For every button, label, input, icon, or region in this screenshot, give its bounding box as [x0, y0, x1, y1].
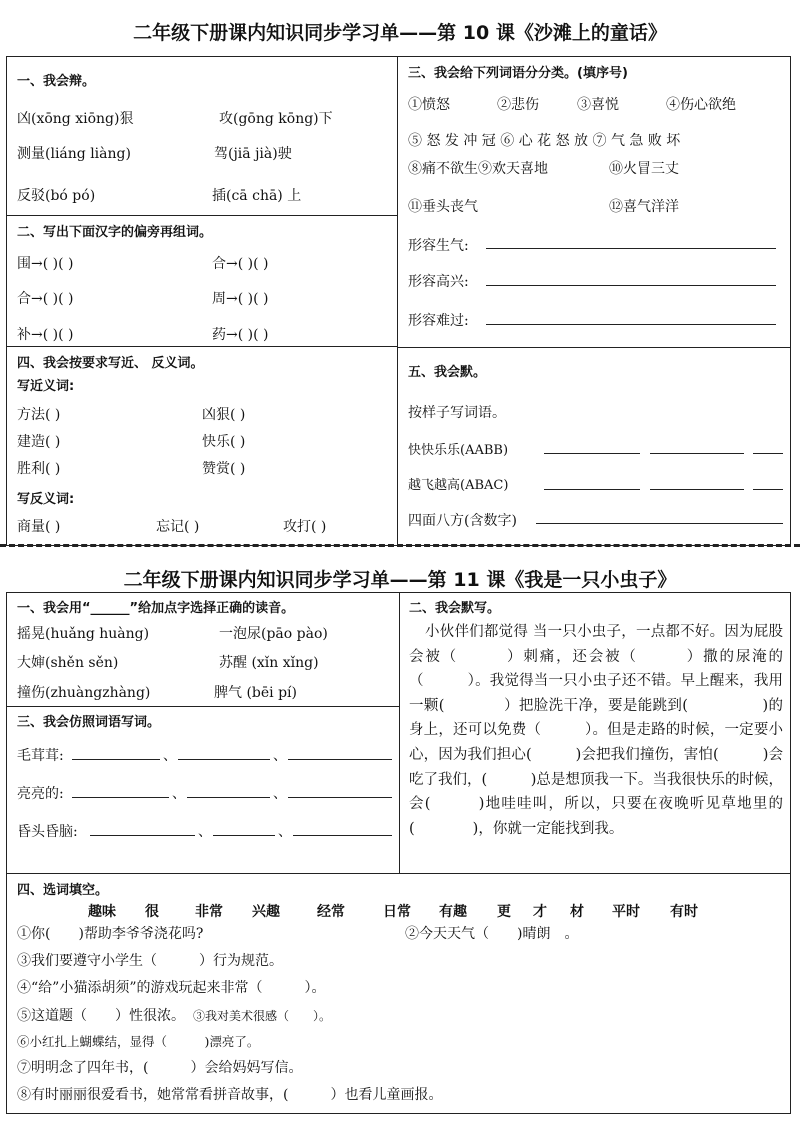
- word-bank-item: 有趣: [439, 904, 467, 920]
- l11-s1-heading: 一、我会用“______”给加点字选择正确的读音。: [17, 601, 295, 616]
- l11-s4-question: ③我们要遵守小学生（ ）行为规范。: [17, 953, 283, 969]
- word-bank-item: 兴趣: [252, 904, 280, 920]
- l11-s1-item: 苏醒 (xǐn xǐng): [219, 655, 319, 671]
- l10-s2-item: 周→( )( ): [212, 291, 269, 307]
- l10-s1-item: 驾(jiā jià)驶: [214, 146, 292, 162]
- l11-s1-item: 摇晃(huǎng huàng): [17, 626, 150, 642]
- separator: 、: [198, 824, 212, 840]
- l10-s1-heading: 一、我会辩。: [17, 74, 96, 89]
- l11-s1-item: 撞伤(zhuàngzhàng): [17, 685, 151, 701]
- l10-s3-item: ⑫喜气洋洋: [609, 199, 679, 215]
- l10-s1-item: 凶(xōng xiōng)狠: [17, 111, 134, 127]
- l10-s4-item: 方法( ): [17, 407, 61, 423]
- l10-s5-item: 快快乐乐(AABB): [408, 443, 509, 458]
- l11-s4-question: ①你( )帮助李爷爷浇花吗?: [17, 926, 204, 942]
- l10-s4-item: 快乐( ): [202, 434, 246, 450]
- separator: 、: [273, 748, 287, 764]
- l10-s2-heading: 二、写出下面汉字的偏旁再组词。: [17, 225, 213, 240]
- cut-line: [0, 544, 800, 547]
- l10-s4-item: 胜利( ): [17, 461, 61, 477]
- l10-s3-item: ③喜悦: [577, 97, 619, 113]
- word-bank-item: 更: [497, 904, 511, 920]
- l10-s1-item: 攻(gōng kōng)下: [219, 111, 333, 127]
- l11-s4-question: ⑧有时丽丽很爱看书，她常常看拼音故事，( ）也看儿童画报。: [17, 1087, 443, 1103]
- l10-s4-item: 商量( ): [17, 519, 61, 535]
- separator: 、: [163, 748, 177, 764]
- answer-line[interactable]: [72, 797, 169, 798]
- l10-s3-item: ②悲伤: [497, 97, 539, 113]
- l10-s3-item: ①愤怒: [408, 97, 450, 113]
- answer-line[interactable]: [486, 248, 776, 249]
- l10-s4-sub-opp: 写反义词:: [17, 492, 75, 507]
- separator: 、: [172, 786, 186, 802]
- l11-s4-question: ⑥小红扎上蝴蝶结，显得（ )漂亮了。: [17, 1034, 260, 1049]
- word-bank-item: 日常: [383, 904, 411, 920]
- separator: 、: [278, 824, 292, 840]
- l11-section3: [6, 706, 400, 874]
- l11-s1-item: 大婶(shěn sěn): [17, 655, 119, 671]
- l10-s4-item: 凶狠( ): [202, 407, 246, 423]
- word-bank-item: 才: [533, 904, 547, 920]
- answer-line[interactable]: [536, 523, 783, 524]
- word-bank-item: 很: [145, 904, 159, 920]
- l10-s5-item: 越飞越高(ABAC): [408, 478, 509, 493]
- answer-line[interactable]: [753, 489, 783, 490]
- answer-line[interactable]: [90, 835, 195, 836]
- word-bank-item: 有时: [670, 904, 698, 920]
- l11-s3-heading: 三、我会仿照词语写词。: [17, 715, 161, 730]
- l11-s1-item: 一泡尿(pāo pào): [219, 626, 328, 642]
- answer-line[interactable]: [544, 489, 640, 490]
- l10-s3-item: ⑤ 怒 发 冲 冠 ⑥ 心 花 怒 放 ⑦ 气 急 败 坏: [408, 133, 681, 149]
- l10-s5-heading: 五、我会默。: [408, 365, 487, 380]
- answer-line[interactable]: [187, 797, 270, 798]
- answer-line[interactable]: [72, 759, 160, 760]
- l10-s4-sub-near: 写近义词:: [17, 379, 75, 394]
- word-bank-item: 材: [570, 904, 584, 920]
- answer-line[interactable]: [288, 797, 392, 798]
- l10-s1-item: 测量(liáng liàng): [17, 146, 131, 162]
- answer-line[interactable]: [650, 489, 744, 490]
- answer-line[interactable]: [213, 835, 275, 836]
- l10-s2-item: 药→( )( ): [212, 327, 269, 343]
- l10-s1-item: 反驳(bó pó): [17, 188, 96, 204]
- l10-s5-item: 四面八方(含数字): [408, 513, 517, 529]
- l11-s4-question: ⑦明明念了四年书，( ）会给妈妈写信。: [17, 1060, 303, 1076]
- answer-line[interactable]: [288, 759, 392, 760]
- l11-s2-heading: 二、我会默写。: [409, 601, 501, 616]
- l11-s4-question: ⑤这道题（ ）性很浓。: [17, 1008, 185, 1024]
- l11-s4-question: ④“给”小猫添胡须”的游戏玩起来非常（ ）。: [17, 980, 326, 996]
- l10-s3-label: 形容难过:: [408, 313, 469, 329]
- l10-s2-item: 合→( )( ): [17, 291, 74, 307]
- l10-s3-label: 形容生气:: [408, 238, 469, 254]
- answer-line[interactable]: [486, 324, 776, 325]
- answer-line[interactable]: [753, 453, 783, 454]
- answer-line[interactable]: [650, 453, 744, 454]
- l10-s4-item: 赞赏( ): [202, 461, 246, 477]
- l11-s4-question: ③我对美术很感（ ）。: [193, 1009, 332, 1023]
- l11-s3-item: 毛茸茸:: [17, 748, 64, 764]
- l10-s3-item: ⑩火冒三丈: [609, 161, 679, 177]
- answer-line[interactable]: [178, 759, 270, 760]
- answer-line[interactable]: [544, 453, 640, 454]
- word-bank-item: 经常: [317, 904, 345, 920]
- answer-line[interactable]: [486, 285, 776, 286]
- l10-s2-item: 合→( )( ): [212, 256, 269, 272]
- l10-s4-item: 忘记( ): [156, 519, 200, 535]
- l10-s3-item: ⑧痛不欲生⑨欢天喜地: [408, 161, 548, 177]
- word-bank: [88, 901, 698, 921]
- separator: 、: [273, 786, 287, 802]
- l11-s1-item: 脾气 (bēi pí): [214, 685, 297, 701]
- l10-s5-sub: 按样子写词语。: [408, 405, 506, 421]
- l11-s2-passage: 小伙伴们都觉得 当一只小虫子，一点都不好。因为屁股会被（ ）刺痛，还会被（ ）撒的尿淹的（ ）。我觉得当一只小虫子还不错。早上醒来，我用一颗( ）把脸洗干净，要是能跳到( )的身上，还可以免费（ ）。但是走路的时候，一定要小心，因为我们担心( )会把我们撞伤，害怕( )会吃了我们，( )总是想顶我一下。当我很快乐的时候，会( )地哇哇叫，所以，只要在夜晚听见草地里的( )，你就一定能找到我。: [409, 624, 783, 837]
- l10-s4-heading: 四、我会按要求写近、 反义词。: [17, 356, 204, 371]
- l11-s3-item: 昏头昏脑:: [17, 824, 78, 840]
- l10-s3-item: ④伤心欲绝: [666, 97, 736, 113]
- l10-s1-item: 插(cā chā) 上: [212, 188, 302, 204]
- word-bank-item: 趣味: [88, 904, 116, 920]
- l11-s4-question: ②今天天气（ )晴朗 。: [405, 926, 579, 942]
- word-bank-item: 非常: [195, 904, 223, 920]
- l10-s2-item: 围→( )( ): [17, 256, 74, 272]
- l10-s2-item: 补→( )( ): [17, 327, 74, 343]
- l10-s3-item: ⑪垂头丧气: [408, 199, 478, 215]
- lesson10-title: 二年级下册课内知识同步学习单——第 10 课《沙滩上的童话》: [133, 22, 667, 44]
- lesson11-title: 二年级下册课内知识同步学习单——第 11 课《我是一只小虫子》: [123, 569, 677, 591]
- l10-s3-label: 形容高兴:: [408, 274, 469, 290]
- word-bank-item: 平时: [612, 904, 640, 920]
- l10-s4-item: 建造( ): [17, 434, 61, 450]
- l11-s3-item: 亮亮的:: [17, 786, 64, 802]
- answer-line[interactable]: [293, 835, 392, 836]
- l10-s3-heading: 三、我会给下列词语分分类。(填序号): [408, 66, 628, 81]
- l11-s4-heading: 四、选词填空。: [17, 883, 109, 898]
- l10-s4-item: 攻打( ): [283, 519, 327, 535]
